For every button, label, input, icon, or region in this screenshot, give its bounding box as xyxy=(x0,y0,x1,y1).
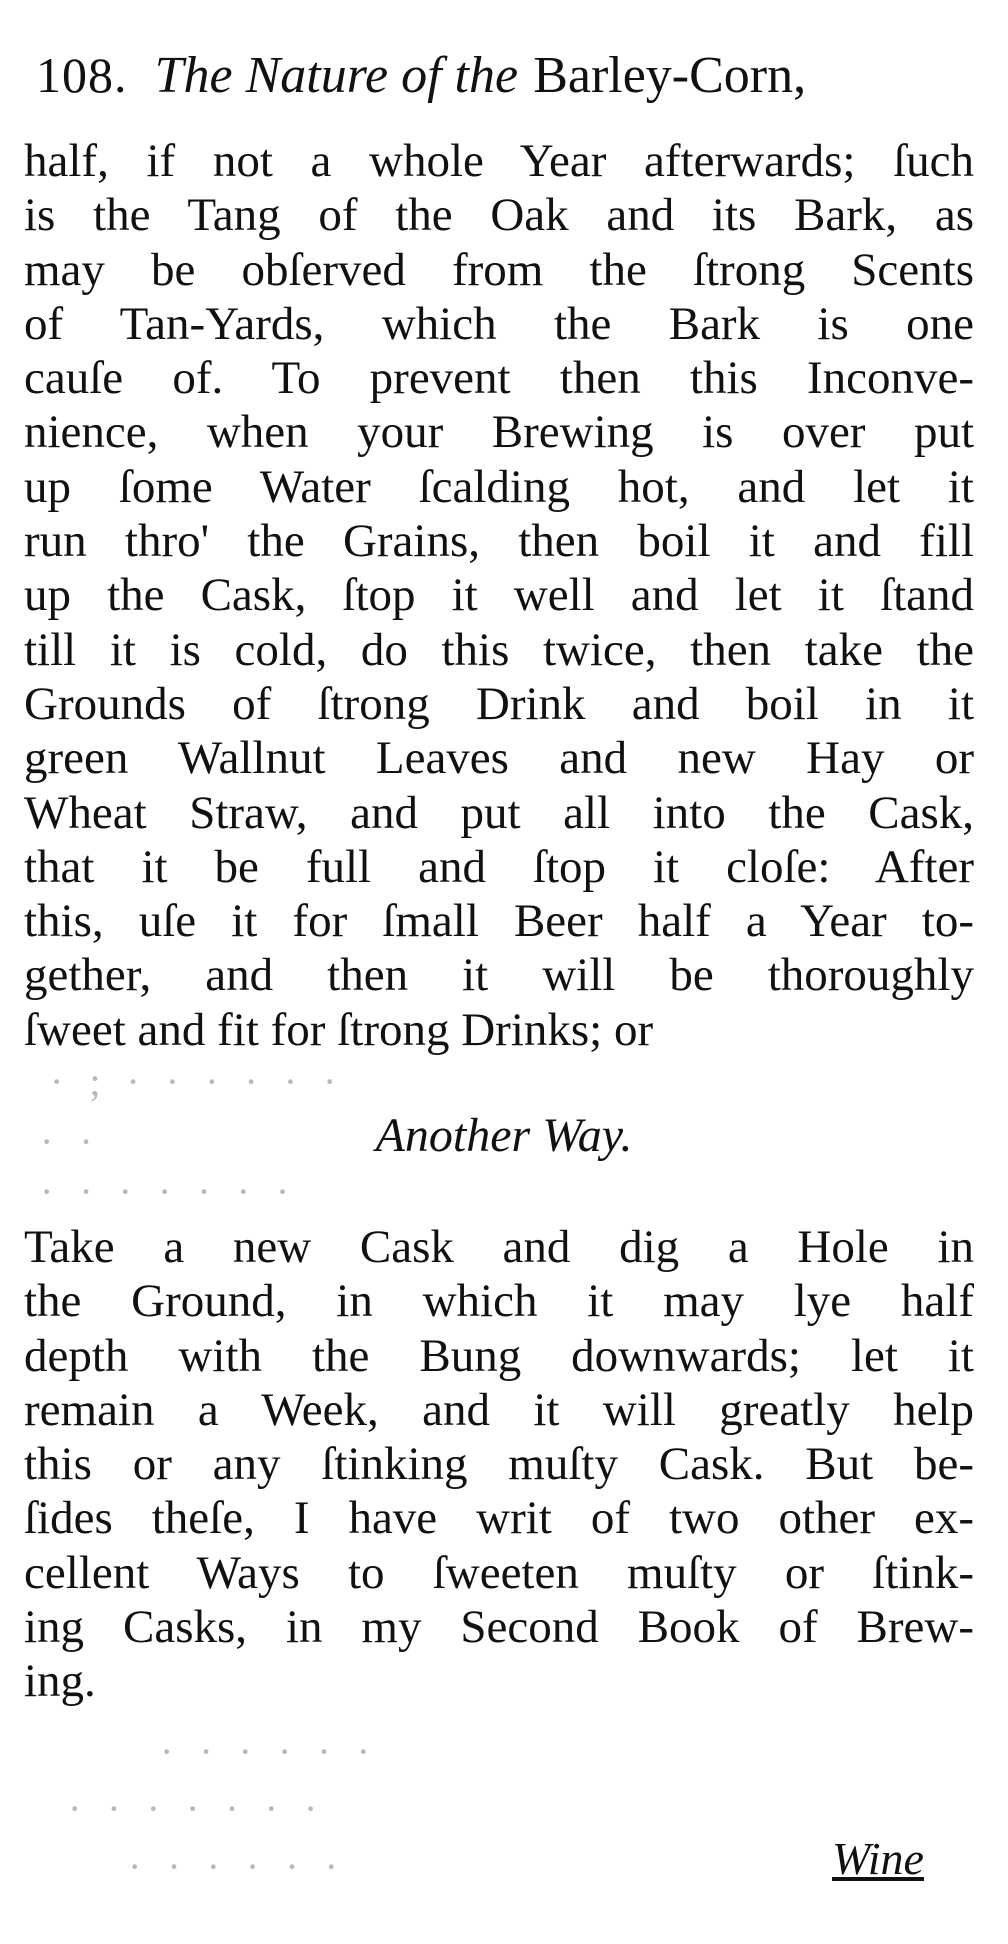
bleed-through-text: · · xyxy=(40,1119,101,1164)
text-line: gether, and then it will be thoroughly xyxy=(24,949,974,1002)
text-line: ing. xyxy=(24,1655,96,1708)
text-line: cauſe of. To prevent then this Inconve- xyxy=(24,352,974,405)
text-line: that it be full and ſtop it cloſe: After xyxy=(24,840,974,893)
text-line: remain a Week, and it will greatly help xyxy=(24,1383,974,1436)
text-line: nience, when your Brewing is over put xyxy=(24,406,974,459)
running-title-italic: The Nature of the xyxy=(154,47,519,104)
catchword: Wine xyxy=(832,1833,924,1884)
bleed-through-text: · · · · · · · xyxy=(60,1786,318,1831)
bleed-through-text: · · · · · · xyxy=(160,1729,378,1774)
bleed-through-text: · · · · · · · xyxy=(40,1169,298,1214)
text-line: depth with the Bung downwards; let it xyxy=(24,1329,974,1382)
text-line: this or any ſtinking muſty Cask. But be- xyxy=(24,1438,974,1491)
page-number: 108. xyxy=(36,47,128,103)
text-line: cellent Ways to ſweeten muſty or ſtink- xyxy=(24,1546,974,1599)
text-line: may be obſerved from the ſtrong Scents xyxy=(24,243,974,296)
text-line: till it is cold, do this twice, then take the xyxy=(24,623,974,676)
text-line: the Ground, in which it may lye half xyxy=(24,1275,974,1328)
text-line: ſweet and fit for ſtrong Drinks; or xyxy=(24,1003,654,1056)
paragraph-1 xyxy=(24,134,974,1057)
text-line: is the Tang of the Oak and its Bark, as xyxy=(24,189,974,242)
section-subheading: Another Way. xyxy=(375,1109,633,1162)
text-line: ing Casks, in my Second Book of Brew- xyxy=(24,1601,974,1654)
text-line: ſides theſe, I have writ of two other ex- xyxy=(24,1492,974,1545)
text-line: Take a new Cask and dig a Hole in xyxy=(24,1221,974,1273)
text-line: run thro' the Grains, then boil it and fill xyxy=(24,515,974,568)
text-line: half, if not a whole Year afterwards; ſuch xyxy=(24,135,974,187)
text-line: up the Cask, ſtop it well and let it ſtand xyxy=(24,569,974,622)
bleed-through-text: · ; · · · · · · xyxy=(50,1059,345,1104)
running-title-roman: Barley-Corn, xyxy=(533,47,807,104)
text-line: green Wallnut Leaves and new Hay or xyxy=(24,732,974,785)
text-line: Grounds of ſtrong Drink and boil in it xyxy=(24,677,974,730)
text-line: up ſome Water ſcalding hot, and let it xyxy=(24,460,974,513)
text-line: Wheat Straw, and put all into the Cask, xyxy=(24,786,974,839)
paragraph-2 xyxy=(24,1220,974,1709)
text-line: of Tan-Yards, which the Bark is one xyxy=(24,297,974,350)
page-header xyxy=(36,46,996,126)
bleed-through-text: · · · · · · xyxy=(120,1844,338,1889)
text-line: this, uſe it for ſmall Beer half a Year to- xyxy=(24,895,974,948)
